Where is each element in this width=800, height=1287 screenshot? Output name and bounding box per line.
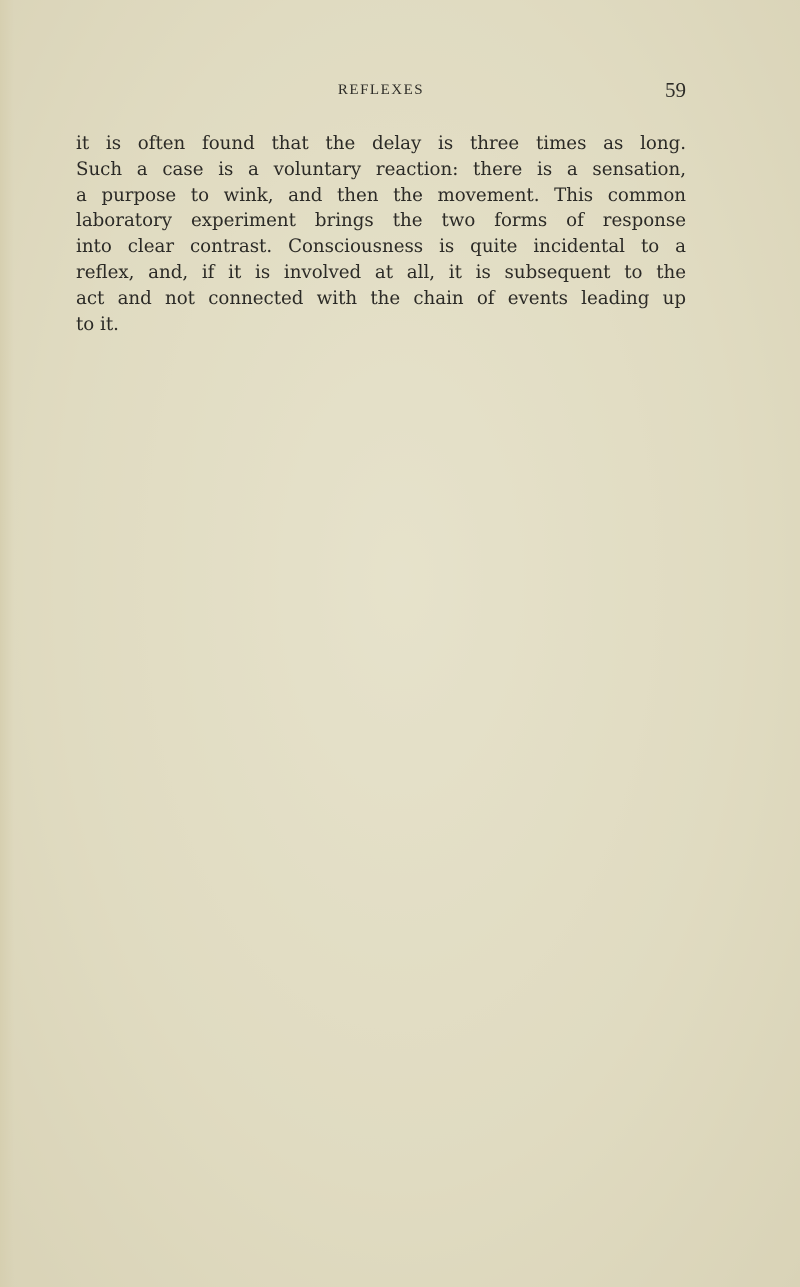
page-edge-shadow (0, 0, 14, 1287)
text-line: laboratory experiment brings the two forms of response (76, 210, 686, 232)
running-title: REFLEXES (337, 82, 425, 98)
body-paragraph (76, 131, 686, 337)
text-line: into clear contrast. Consciousness is quite incidental to a (76, 236, 686, 258)
running-head (76, 80, 686, 104)
text-line: act and not connected with the chain of events leading up (76, 287, 686, 309)
page-number: 59 (665, 78, 686, 102)
text-line: a purpose to wink, and then the movement. This common (76, 184, 686, 206)
text-line: reflex, and, if it is involved at all, it is subsequent to the (76, 261, 686, 283)
text-line: to it. (76, 313, 119, 335)
text-line: it is often found that the delay is three times as long. (76, 133, 686, 154)
text-line: Such a case is a voluntary reaction: there is a sensation, (76, 158, 686, 180)
